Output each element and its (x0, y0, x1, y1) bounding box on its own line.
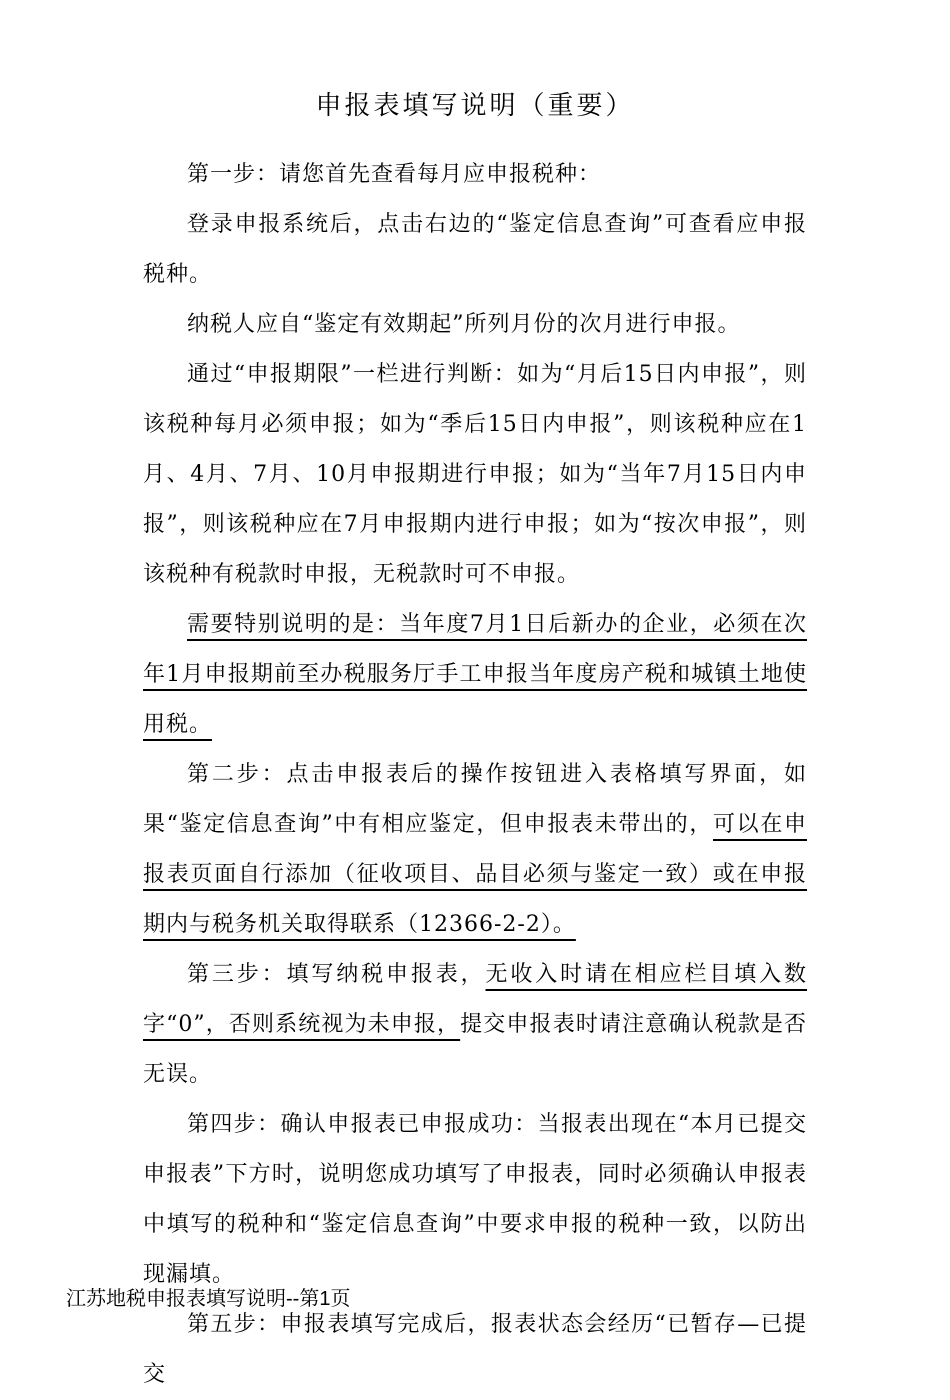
special-note-paragraph (143, 600, 807, 750)
step2-paragraph (143, 750, 807, 950)
page-footer: 江苏地税申报表填写说明--第1页 (66, 1288, 351, 1310)
login-instruction-paragraph: 登录申报系统后，点击右边的“鉴定信息查询”可查看应申报税种。 (143, 212, 807, 287)
step2-underlined: 可以在申报表页面自行添加（征收项目、品目必须与鉴定一致）或在申报期内与税务机关取得联系（12366-2-2）。 (143, 812, 807, 937)
step1-paragraph: 第一步：请您首先查看每月应申报税种： (187, 162, 602, 187)
document-title: 申报表填写说明（重要） (315, 91, 635, 121)
step2-text: 第二步：点击申报表后的操作按钮进入表格填写界面，如果“鉴定信息查询”中有相应鉴定，但申报表未带出的， (143, 762, 807, 837)
declaration-start-paragraph: 纳税人应自“鉴定有效期起”所列月份的次月进行申报。 (187, 312, 741, 337)
step4-paragraph: 第四步：确认申报表已申报成功：当报表出现在“本月已提交申报表”下方时，说明您成功填写了申报表，同时必须确认申报表中填写的税种和“鉴定信息查询”中要求申报的税种一致，以防出现漏填。 (143, 1112, 807, 1287)
step3-text-end: 提交申报表时请注意确认税款是否无误。 (143, 1012, 807, 1087)
step5-paragraph: 第五步：申报表填写完成后，报表状态会经历“已暂存—已提交 (143, 1312, 807, 1387)
step3-text: 第三步：填写纳税申报表， (187, 962, 486, 987)
deadline-rules-paragraph: 通过“申报期限”一栏进行判断：如为“月后15日内申报”，则该税种每月必须申报；如为“季后15日内申报”，则该税种应在1月、4月、7月、10月申报期进行申报；如为“当年7月15日内申报”，则该税种应在7月申报期内进行申报；如为“按次申报”，则该税种有税款时申报，无税款时可不申报。 (143, 362, 807, 587)
document-body (143, 150, 807, 1400)
special-note-underlined: 需要特别说明的是：当年度7月1日后新办的企业，必须在次年1月申报期前至办税服务厅手工申报当年度房产税和城镇土地使用税。 (143, 612, 807, 737)
step3-paragraph (143, 950, 807, 1100)
step3-underlined: 无收入时请在相应栏目填入数字“0”，否则系统视为未申报， (143, 962, 807, 1037)
